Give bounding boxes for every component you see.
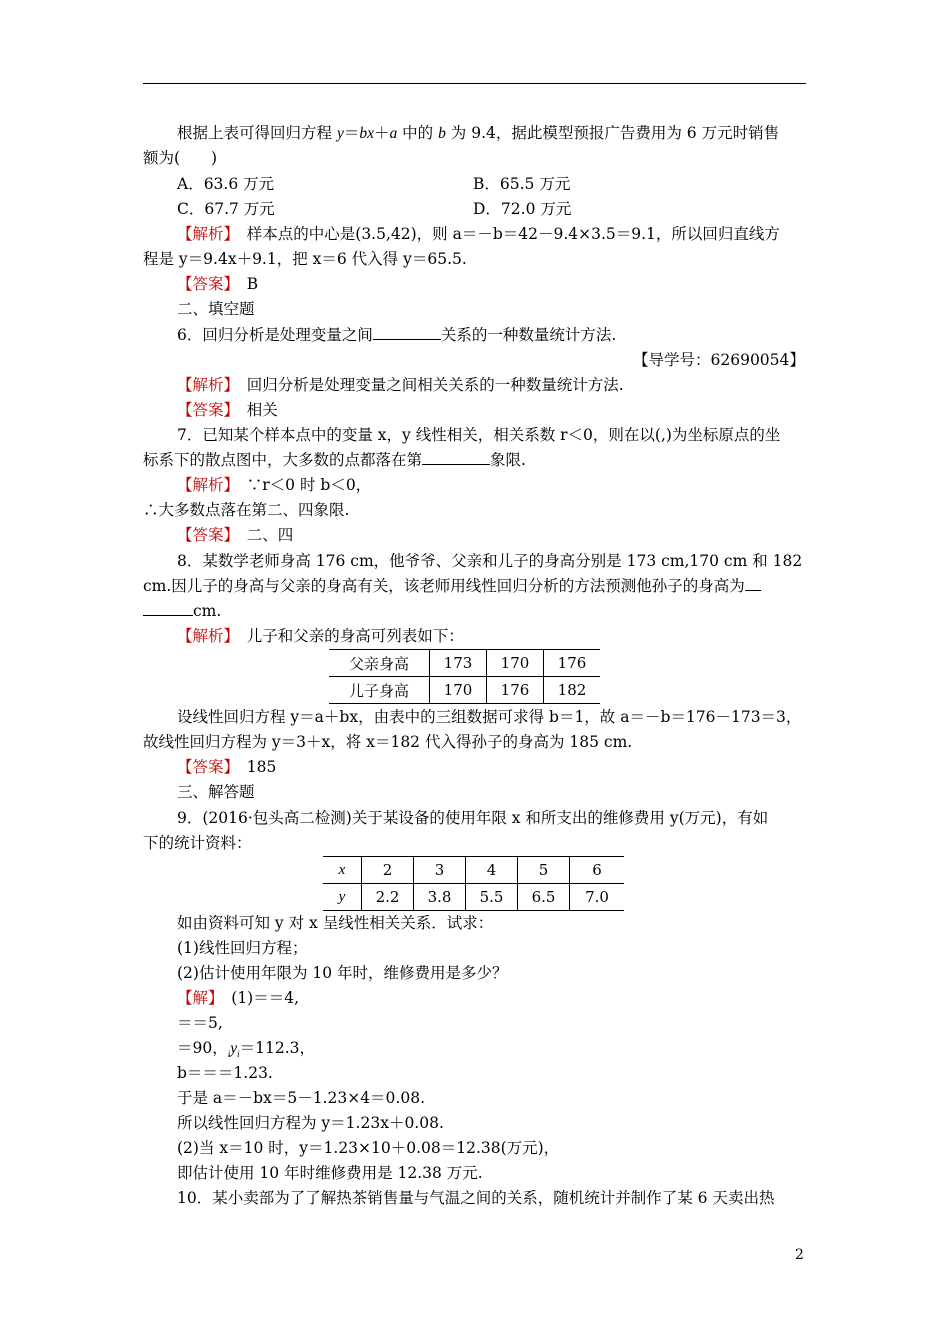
answer-tag: 【答案】 xyxy=(177,758,232,776)
q8-stem-line2: cm.因儿子的身高与父亲的身高有关，该老师用线性回归分析的方法预测他孙子的身高为 xyxy=(143,576,761,596)
table-row-label: y xyxy=(323,884,362,911)
q6-guide-number: 【导学号：62690054】 xyxy=(633,351,805,369)
q8-stem-line3: cm. xyxy=(143,601,221,621)
analysis-tag: 【解析】 xyxy=(177,627,232,645)
table-cell: 173 xyxy=(430,650,487,677)
q9-solution-line6: 所以线性回归方程为 y＝1.23x＋0.08. xyxy=(177,1114,444,1132)
table-row-label: 儿子身高 xyxy=(329,677,430,704)
table-cell: 4 xyxy=(466,857,518,884)
q5-option-c: C．67.7 万元 xyxy=(177,200,275,218)
analysis-tag: 【解析】 xyxy=(177,476,232,494)
answer-tag: 【答案】 xyxy=(177,275,232,293)
table-cell: 5.5 xyxy=(466,884,518,911)
q6-answer: 【答案】 相关 xyxy=(177,401,278,419)
q9-solution-line4: b＝＝＝1.23. xyxy=(177,1064,273,1082)
table-row-label: 父亲身高 xyxy=(329,650,430,677)
analysis-tag: 【解析】 xyxy=(177,376,232,394)
table-row xyxy=(329,677,600,704)
q8-answer: 【答案】 185 xyxy=(177,758,277,776)
q5-option-b: B．65.5 万元 xyxy=(473,175,571,193)
q6-stem: 6．回归分析是处理变量之间 关系的一种数量统计方法. xyxy=(177,326,617,344)
q7-analysis-line1: 【解析】 ∵r＜0 时 b＜0， xyxy=(177,476,372,494)
table-cell: 2 xyxy=(362,857,414,884)
table-row xyxy=(323,857,624,884)
q9-stem-line2: 下的统计资料： xyxy=(143,834,252,852)
table-cell: 182 xyxy=(544,677,601,704)
q5-stem-line2: 额为( ) xyxy=(143,149,218,167)
q5-option-a: A．63.6 万元 xyxy=(177,175,275,193)
table-row xyxy=(329,650,600,677)
analysis-tag: 【解析】 xyxy=(177,225,232,243)
table-cell: 2.2 xyxy=(362,884,414,911)
section-solve-title: 三、解答题 xyxy=(177,783,255,801)
solution-tag: 【解】 xyxy=(177,989,216,1007)
q7-stem-line1: 7．已知某个样本点中的变量 x，y 线性相关，相关系数 r＜0，则在以(,)为坐标原点的坐 xyxy=(177,426,781,444)
q8-analysis-line3: 故线性回归方程为 y＝3＋x，将 x＝182 代入得孙子的身高为 185 cm. xyxy=(143,733,633,751)
q9-part2: (2)估计使用年限为 10 年时，维修费用是多少？ xyxy=(177,964,508,982)
page-number: 2 xyxy=(795,1247,804,1263)
q9-solution-line5: 于是 a＝－bx＝5－1.23×4＝0.08. xyxy=(177,1089,425,1107)
q5-option-d: D．72.0 万元 xyxy=(473,200,572,218)
table-cell: 176 xyxy=(487,677,544,704)
q6-analysis: 【解析】 回归分析是处理变量之间相关关系的一种数量统计方法. xyxy=(177,376,624,394)
q9-solution-line8: 即估计使用 10 年时维修费用是 12.38 万元. xyxy=(177,1164,483,1182)
answer-tag: 【答案】 xyxy=(177,401,232,419)
table-cell: 7.0 xyxy=(570,884,625,911)
q10-stem-line1: 10．某小卖部为了了解热茶销售量与气温之间的关系，随机统计并制作了某 6 天卖出热 xyxy=(177,1189,775,1207)
table-cell: 6.5 xyxy=(518,884,570,911)
q8-analysis-intro: 【解析】 儿子和父亲的身高可列表如下： xyxy=(177,627,464,645)
maintenance-table xyxy=(323,856,624,911)
table-cell: 170 xyxy=(430,677,487,704)
q5-analysis-line1: 【解析】 样本点的中心是(3.5,42)，则 a＝－b＝42－9.4×3.5＝9.1，所以回归直线方 xyxy=(177,225,780,243)
table-row xyxy=(323,884,624,911)
table-cell: 170 xyxy=(487,650,544,677)
q9-condition: 如由资料可知 y 对 x 呈线性相关关系．试求： xyxy=(177,914,494,932)
q7-stem-line2: 标系下的散点图中，大多数的点都落在第 象限. xyxy=(143,451,526,469)
q9-stem-line1: 9．(2016·包头高二检测)关于某设备的使用年限 x 和所支出的维修费用 y(万元)，有如 xyxy=(177,809,769,827)
table-cell: 3 xyxy=(414,857,466,884)
height-table xyxy=(329,649,600,704)
header-rule xyxy=(143,83,806,84)
section-fill-in-title: 二、填空题 xyxy=(177,300,255,318)
q5-analysis-line2: 程是 y＝9.4x＋9.1，把 x＝6 代入得 y＝65.5. xyxy=(143,250,467,268)
table-cell: 176 xyxy=(544,650,601,677)
table-row-label: x xyxy=(323,857,362,884)
q9-solution-line3: ＝90，$_iy_i=112.3$， xyxy=(177,1039,316,1060)
q5-stem-line1: 根据上表可得回归方程 y＝bx＋a 中的 b 为 9.4，据此模型预报广告费用为 6 万元时销售 xyxy=(177,124,780,142)
q9-part1: (1)线性回归方程； xyxy=(177,939,308,957)
answer-tag: 【答案】 xyxy=(177,526,232,544)
q7-analysis-line2: ∴大多数点落在第二、四象限. xyxy=(143,501,350,519)
q7-answer: 【答案】 二、四 xyxy=(177,526,294,544)
table-cell: 3.8 xyxy=(414,884,466,911)
table-cell: 5 xyxy=(518,857,570,884)
q9-solution-line2: ＝＝5, xyxy=(177,1014,223,1032)
q9-solution-line1: 【解】 (1)＝＝4, xyxy=(177,989,300,1007)
q9-solution-line7: (2)当 x＝10 时，y＝1.23×10＋0.08＝12.38(万元)， xyxy=(177,1139,560,1157)
table-cell: 6 xyxy=(570,857,625,884)
q5-answer: 【答案】 B xyxy=(177,275,259,293)
q8-analysis-line2: 设线性回归方程 y＝a＋bx，由表中的三组数据可求得 b＝1，故 a＝－b＝176－173＝3， xyxy=(177,708,802,726)
q8-stem-line1: 8．某数学老师身高 176 cm，他爷爷、父亲和儿子的身高分别是 173 cm,170 cm 和 182 xyxy=(177,552,803,570)
